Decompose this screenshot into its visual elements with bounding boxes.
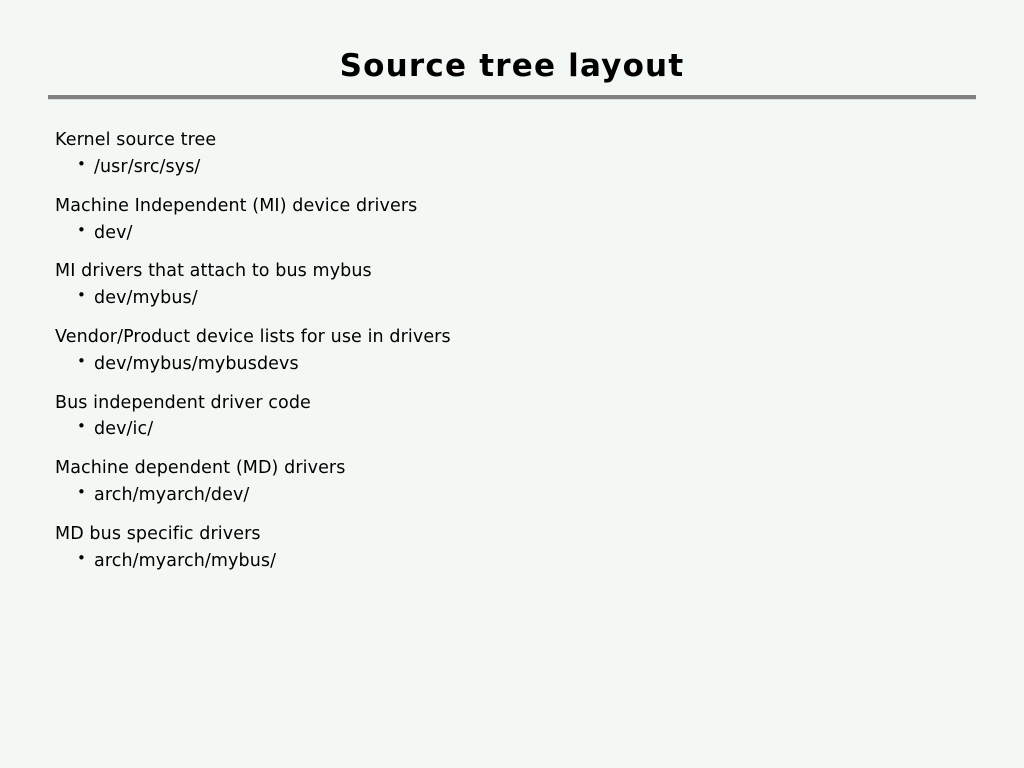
title-divider: [48, 95, 976, 100]
content-group: [55, 196, 955, 245]
bullet-list: [55, 484, 955, 507]
bullet-list: [55, 287, 955, 310]
list-item: • /usr/src/sys/: [77, 156, 955, 179]
bullet-list: [55, 156, 955, 179]
list-item: • dev/ic/: [77, 418, 955, 441]
group-heading: Kernel source tree: [55, 130, 217, 150]
list-item: • dev/mybus/: [77, 287, 955, 310]
content-group: [55, 458, 955, 507]
bullet-list: [55, 550, 955, 573]
bullet-list: [55, 418, 955, 441]
group-heading: MI drivers that attach to bus mybus: [55, 261, 372, 282]
list-item: • arch/myarch/dev/: [77, 484, 955, 507]
content-group: [55, 130, 955, 179]
group-heading: Machine Independent (MI) device drivers: [55, 195, 418, 216]
bullet-list: [55, 353, 955, 376]
group-heading: Vendor/Product device lists for use in drivers: [55, 326, 451, 347]
list-item: • dev/mybus/mybusdevs: [77, 353, 955, 376]
content-group: [55, 393, 955, 442]
list-item: • dev/: [77, 222, 955, 245]
group-heading: Machine dependent (MD) drivers: [55, 458, 346, 479]
content-group: [55, 524, 955, 573]
bullet-list: [55, 222, 955, 245]
content-group: [55, 261, 955, 310]
content-group: [55, 327, 955, 376]
group-heading: Bus independent driver code: [55, 392, 311, 413]
page-title: Source tree layout: [339, 48, 685, 84]
list-item: • arch/myarch/mybus/: [77, 550, 955, 573]
slide-content: [55, 130, 955, 589]
group-heading: MD bus specific drivers: [55, 523, 261, 544]
